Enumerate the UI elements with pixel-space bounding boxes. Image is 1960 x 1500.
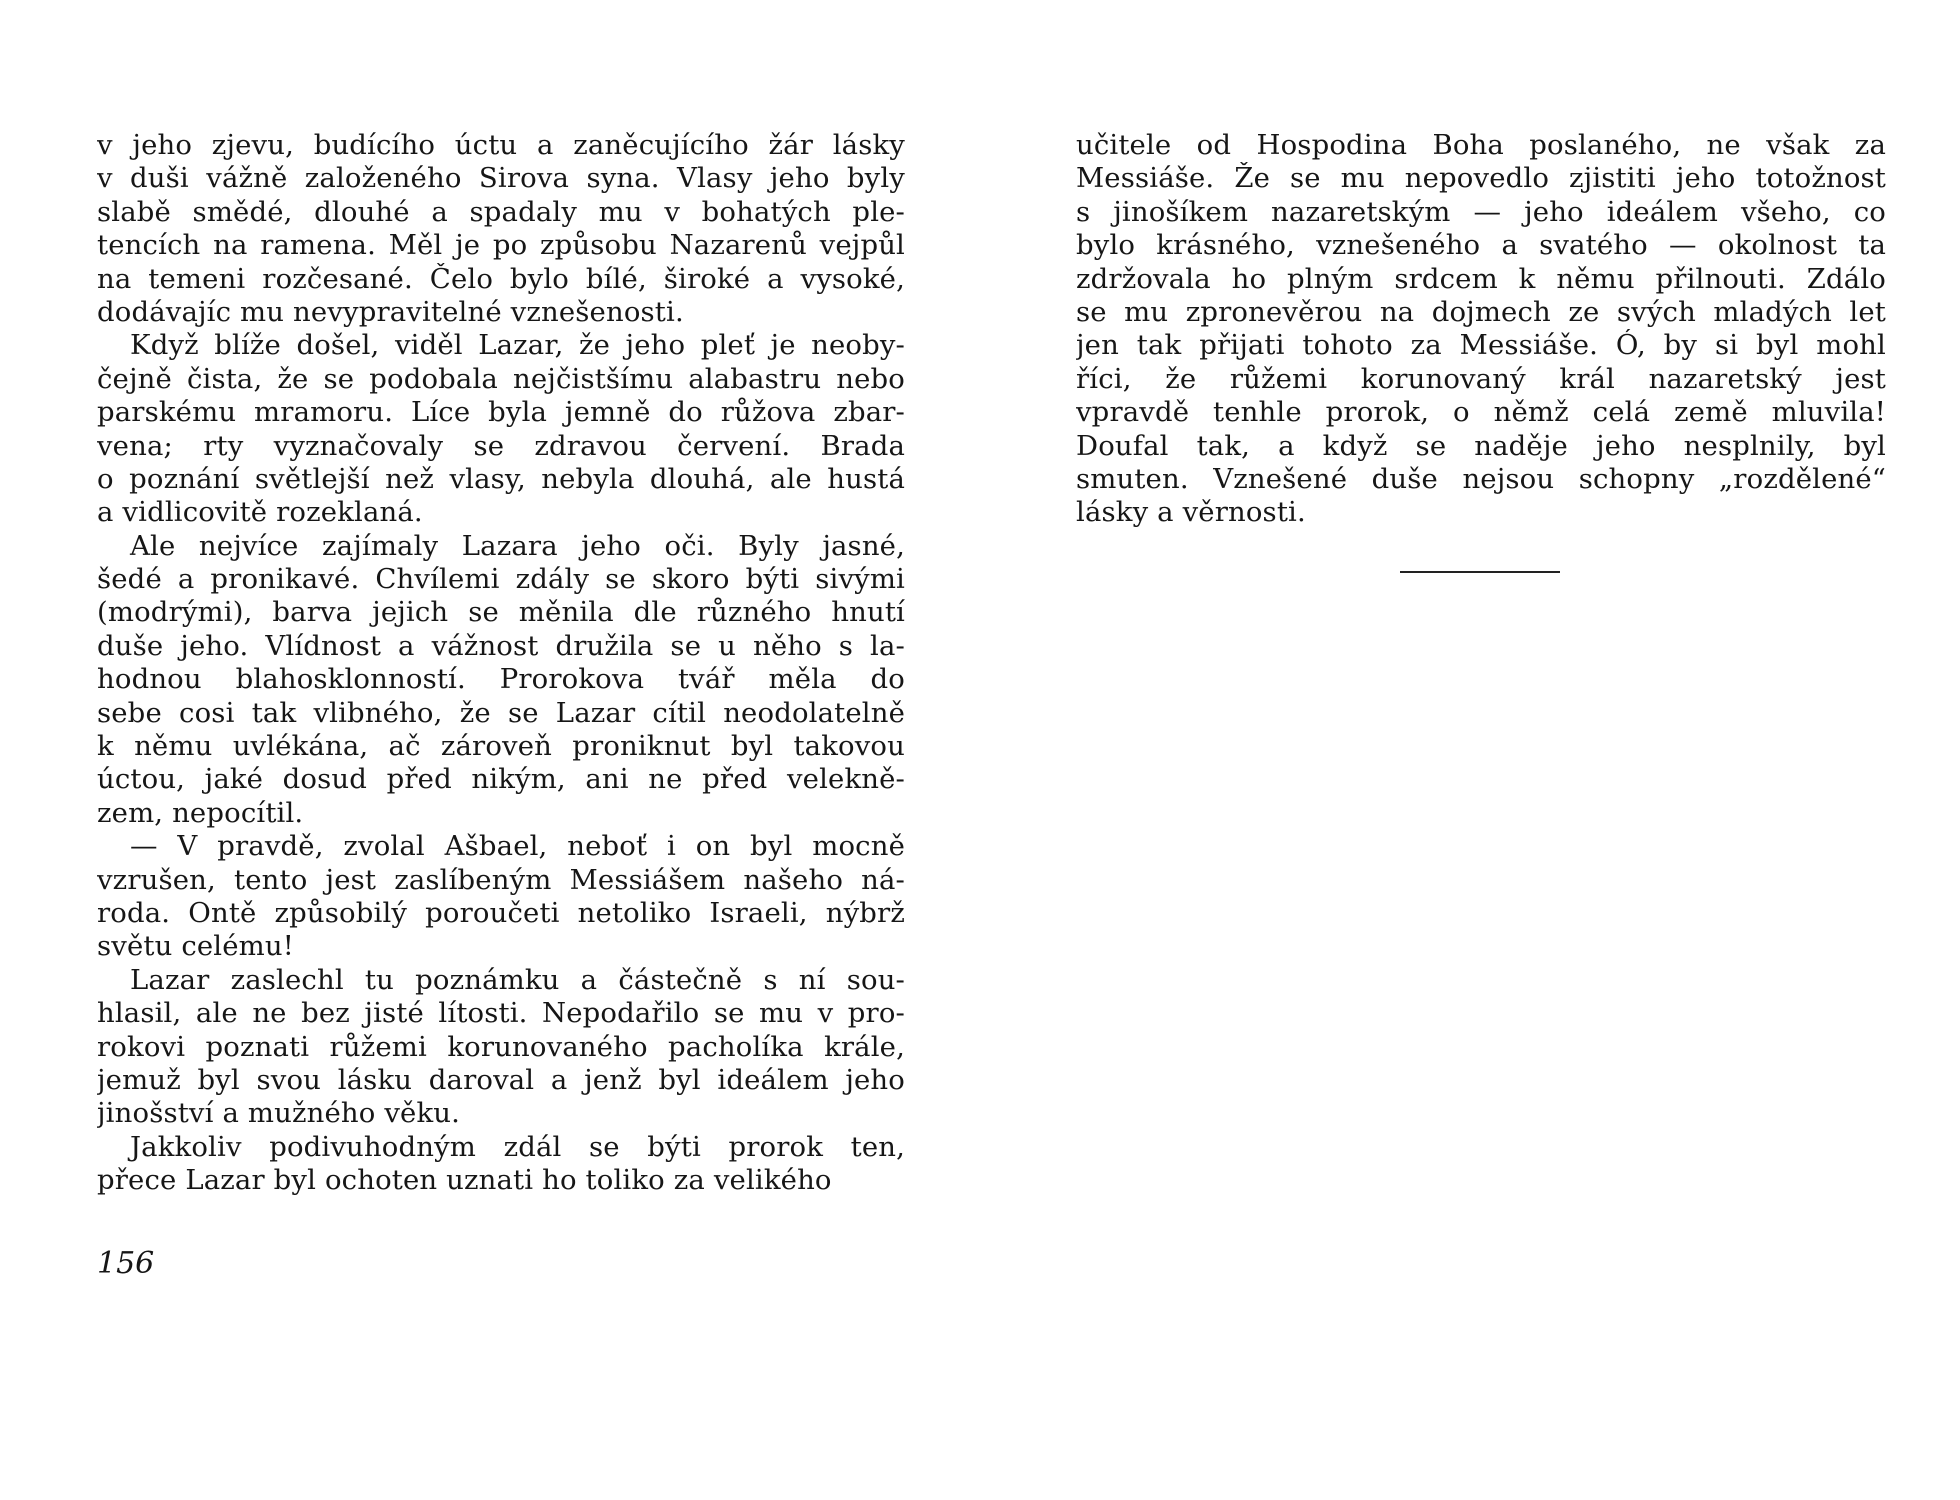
text-line: zem, nepocítil. bbox=[97, 796, 304, 829]
text-line: hlasil, ale ne bez jisté lítosti. Nepodařilo se mu v pro- bbox=[97, 997, 905, 1030]
text-line: úctou, jaké dosud před nikým, ani ne před velekně- bbox=[97, 763, 905, 796]
text-line: Ale nejvíce zajímaly Lazara jeho oči. Byly jasné, bbox=[130, 529, 905, 562]
text-line: šedé a pronikavé. Chvílemi zdály se skoro býti sivými bbox=[97, 563, 905, 596]
text-line: Jakkoliv podivuhodným zdál se býti prorok ten, bbox=[130, 1130, 905, 1163]
text-line: učitele od Hospodina Boha poslaného, ne však za bbox=[1076, 129, 1886, 161]
text-line: dodávajíc mu nevypravitelné vznešenosti. bbox=[97, 295, 684, 328]
text-line: jinošství a mužného věku. bbox=[97, 1097, 461, 1130]
text-line: a vidlicovitě rozeklaná. bbox=[97, 496, 423, 529]
paragraph bbox=[1076, 129, 1886, 530]
text-line: hodnou blahosklonností. Prorokova tvář měla do bbox=[97, 663, 905, 696]
paragraph bbox=[97, 329, 905, 529]
right-page bbox=[980, 0, 1960, 1500]
text-line: lásky a věrnosti. bbox=[1076, 496, 1306, 529]
section-end-rule bbox=[1400, 571, 1560, 573]
text-line: jen tak přijati tohoto za Messiáše. Ó, by si byl mohl bbox=[1076, 329, 1886, 362]
text-line: zdržovala ho plným srdcem k němu přilnouti. Zdálo bbox=[1076, 262, 1886, 295]
text-line: Messiáše. Že se mu nepovedlo zjistiti jeho totožnost bbox=[1076, 162, 1886, 195]
paragraph bbox=[97, 530, 905, 831]
text-line: tencích na ramena. Měl je po způsobu Nazarenů vejpůl bbox=[97, 229, 905, 262]
text-line: vzrušen, tento jest zaslíbeným Messiášem našeho ná- bbox=[97, 863, 905, 896]
text-line: vena; rty vyznačovaly se zdravou červení. Brada bbox=[97, 429, 905, 462]
text-line: světu celému! bbox=[97, 930, 294, 963]
text-line: se mu zpronevěrou na dojmech ze svých mladých let bbox=[1076, 295, 1886, 328]
text-line: Lazar zaslechl tu poznámku a částečně s ní sou- bbox=[130, 963, 905, 996]
text-line: sebe cosi tak vlibného, že se Lazar cítil neodolatelně bbox=[97, 696, 905, 729]
paragraph bbox=[97, 830, 905, 964]
text-line: Doufal tak, a když se naděje jeho nesplnily, byl bbox=[1076, 429, 1886, 462]
text-line: jemuž byl svou lásku daroval a jenž byl ideálem jeho bbox=[97, 1063, 905, 1096]
text-line: parskému mramoru. Líce byla jemně do růžova zbar- bbox=[97, 396, 905, 429]
paragraph bbox=[97, 129, 905, 329]
left-page-text bbox=[97, 129, 905, 1198]
text-line: duše jeho. Vlídnost a vážnost družila se u něho s la- bbox=[97, 629, 905, 662]
text-line: — V pravdě, zvolal Ašbael, neboť i on byl mocně bbox=[130, 830, 905, 863]
paragraph bbox=[97, 964, 905, 1131]
text-line: smuten. Vznešené duše nejsou schopny „rozdělené“ bbox=[1076, 462, 1886, 495]
text-line: rokovi poznati růžemi korunovaného pacholíka krále, bbox=[97, 1030, 905, 1063]
text-line: čejně čista, že se podobala nejčistšímu alabastru nebo bbox=[97, 362, 905, 395]
text-line: v duši vážně založeného Sirova syna. Vlasy jeho byly bbox=[97, 162, 905, 195]
text-line: s jinošíkem nazaretským — jeho ideálem všeho, co bbox=[1076, 195, 1886, 228]
page-number: 156 bbox=[97, 1246, 155, 1281]
right-page-text bbox=[1076, 129, 1886, 530]
text-line: říci, že růžemi korunovaný král nazaretský jest bbox=[1076, 362, 1886, 395]
text-line: slabě smědé, dlouhé a spadaly mu v bohatých ple- bbox=[97, 195, 905, 228]
text-line: k němu uvlékána, ač zároveň proniknut byl takovou bbox=[97, 730, 905, 763]
text-line: vpravdě tenhle prorok, o němž celá země mluvila! bbox=[1076, 396, 1886, 429]
text-line: Když blíže došel, viděl Lazar, že jeho pleť je neoby- bbox=[130, 329, 905, 362]
text-line: na temeni rozčesané. Čelo bylo bílé, široké a vysoké, bbox=[97, 262, 905, 295]
text-line: přece Lazar byl ochoten uznati ho toliko za velikého bbox=[97, 1164, 832, 1197]
text-line: bylo krásného, vznešeného a svatého — okolnost ta bbox=[1076, 229, 1886, 262]
text-line: v jeho zjevu, budícího úctu a zaněcujícího žár lásky bbox=[97, 129, 905, 161]
text-line: roda. Ontě způsobilý poroučeti netoliko Israeli, nýbrž bbox=[97, 896, 905, 929]
text-line: o poznání světlejší než vlasy, nebyla dlouhá, ale hustá bbox=[97, 462, 905, 495]
text-line: (modrými), barva jejich se měnila dle různého hnutí bbox=[97, 596, 905, 629]
paragraph bbox=[97, 1131, 905, 1198]
